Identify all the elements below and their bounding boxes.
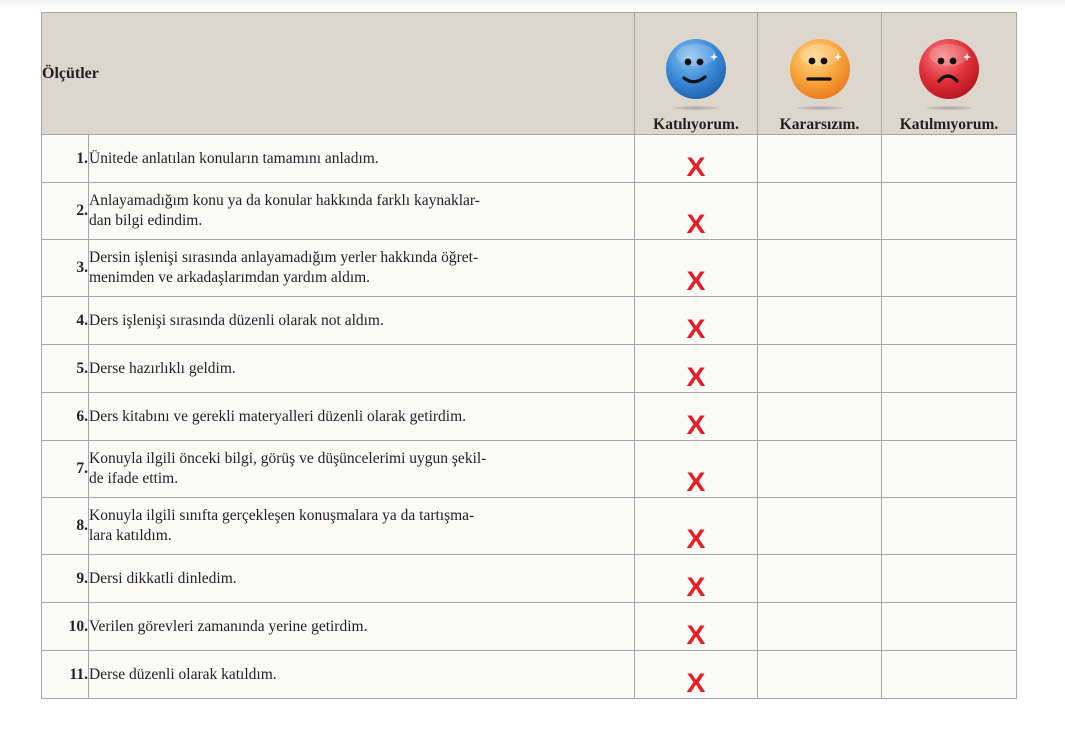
column-header-undecided	[758, 13, 882, 135]
table-row	[42, 441, 1017, 498]
neutral-face-icon	[789, 38, 851, 100]
response-cell-agree[interactable]	[635, 240, 758, 297]
frowning-face-icon	[918, 38, 980, 100]
criterion-text-line: Anlayamadığım konu ya da konular hakkında farklı kaynaklar-	[89, 192, 480, 209]
table-row	[42, 555, 1017, 603]
criterion-number: 7.	[42, 441, 89, 498]
criterion-number: 2.	[42, 183, 89, 240]
x-mark-icon: X	[686, 152, 706, 182]
smiling-face-icon	[665, 38, 727, 100]
criterion-text-line: menimden ve arkadaşlarımdan yardım aldım.	[89, 269, 371, 286]
criteria-title: Ölçütler	[42, 64, 99, 82]
response-cell-disagree[interactable]	[882, 183, 1017, 240]
response-cell-agree[interactable]	[635, 135, 758, 183]
table-row	[42, 345, 1017, 393]
table-row	[42, 651, 1017, 699]
response-cell-undecided[interactable]	[758, 603, 882, 651]
criterion-number: 11.	[42, 651, 89, 699]
criterion-text-line: lara katıldım.	[89, 527, 172, 544]
response-cell-undecided[interactable]	[758, 441, 882, 498]
criterion-number: 3.	[42, 240, 89, 297]
header-row	[42, 13, 1017, 135]
response-cell-undecided[interactable]	[758, 345, 882, 393]
response-cell-disagree[interactable]	[882, 555, 1017, 603]
criterion-text: Ders işlenişi sırasında düzenli olarak not aldım.	[89, 297, 635, 345]
criterion-number: 10.	[42, 603, 89, 651]
response-cell-agree[interactable]	[635, 555, 758, 603]
x-mark-icon: X	[686, 620, 706, 650]
criteria-header	[42, 13, 635, 135]
response-cell-agree[interactable]	[635, 603, 758, 651]
criterion-text	[89, 240, 635, 297]
response-cell-disagree[interactable]	[882, 498, 1017, 555]
table-row	[42, 393, 1017, 441]
response-cell-agree[interactable]	[635, 393, 758, 441]
column-header-disagree	[882, 13, 1017, 135]
x-mark-icon: X	[686, 362, 706, 392]
response-cell-disagree[interactable]	[882, 603, 1017, 651]
response-cell-agree[interactable]	[635, 297, 758, 345]
response-cell-disagree[interactable]	[882, 441, 1017, 498]
table-row	[42, 498, 1017, 555]
criterion-text-line: Konuyla ilgili önceki bilgi, görüş ve düşüncelerimi uygun şekil-	[89, 450, 487, 467]
response-cell-disagree[interactable]	[882, 297, 1017, 345]
x-mark-icon: X	[686, 524, 706, 554]
criterion-text: Derse düzenli olarak katıldım.	[89, 651, 635, 699]
response-cell-undecided[interactable]	[758, 555, 882, 603]
response-cell-disagree[interactable]	[882, 393, 1017, 441]
response-cell-disagree[interactable]	[882, 135, 1017, 183]
x-mark-icon: X	[686, 266, 706, 296]
criterion-number: 9.	[42, 555, 89, 603]
face-shadow	[797, 106, 843, 110]
criterion-text-line: Dersin işlenişi sırasında anlayamadığım yerler hakkında öğret-	[89, 249, 479, 266]
table-row	[42, 183, 1017, 240]
criterion-text-line: Konuyla ilgili sınıfta gerçekleşen konuşmalara ya da tartışma-	[89, 507, 475, 524]
criterion-number: 8.	[42, 498, 89, 555]
criterion-number: 6.	[42, 393, 89, 441]
option-label-undecided: Kararsızım.	[779, 116, 860, 133]
criterion-text: Derse hazırlıklı geldim.	[89, 345, 635, 393]
x-mark-icon: X	[686, 467, 706, 497]
response-cell-agree[interactable]	[635, 345, 758, 393]
table-row	[42, 240, 1017, 297]
criterion-text: Ünitede anlatılan konuların tamamını anladım.	[89, 135, 635, 183]
option-label-agree: Katılıyorum.	[653, 116, 739, 133]
criterion-number: 1.	[42, 135, 89, 183]
response-cell-undecided[interactable]	[758, 183, 882, 240]
criterion-text: Ders kitabını ve gerekli materyalleri düzenli olarak getirdim.	[89, 393, 635, 441]
option-label-disagree: Katılmıyorum.	[899, 116, 999, 133]
x-mark-icon: X	[686, 668, 706, 698]
response-cell-undecided[interactable]	[758, 135, 882, 183]
criterion-text: Verilen görevleri zamanında yerine getirdim.	[89, 603, 635, 651]
table-row	[42, 603, 1017, 651]
response-cell-undecided[interactable]	[758, 240, 882, 297]
response-cell-agree[interactable]	[635, 651, 758, 699]
response-cell-undecided[interactable]	[758, 651, 882, 699]
response-cell-undecided[interactable]	[758, 498, 882, 555]
table-row	[42, 297, 1017, 345]
criterion-text-line: de ifade ettim.	[89, 470, 179, 487]
response-cell-disagree[interactable]	[882, 345, 1017, 393]
criterion-text: Dersi dikkatli dinledim.	[89, 555, 635, 603]
criterion-text-line: dan bilgi edindim.	[89, 212, 203, 229]
response-cell-undecided[interactable]	[758, 393, 882, 441]
page-top-shade	[0, 0, 1065, 8]
criterion-number: 5.	[42, 345, 89, 393]
x-mark-icon: X	[686, 410, 706, 440]
response-cell-agree[interactable]	[635, 183, 758, 240]
x-mark-icon: X	[686, 572, 706, 602]
face-shadow	[673, 106, 719, 110]
criterion-text	[89, 441, 635, 498]
response-cell-agree[interactable]	[635, 441, 758, 498]
criteria-rows	[42, 135, 1017, 699]
self-assessment-table	[41, 12, 1017, 699]
criterion-text	[89, 498, 635, 555]
response-cell-disagree[interactable]	[882, 651, 1017, 699]
criterion-number: 4.	[42, 297, 89, 345]
column-header-agree	[635, 13, 758, 135]
x-mark-icon: X	[686, 209, 706, 239]
table-row	[42, 135, 1017, 183]
response-cell-agree[interactable]	[635, 498, 758, 555]
response-cell-disagree[interactable]	[882, 240, 1017, 297]
criterion-text	[89, 183, 635, 240]
face-shadow	[926, 106, 972, 110]
x-mark-icon: X	[686, 314, 706, 344]
response-cell-undecided[interactable]	[758, 297, 882, 345]
